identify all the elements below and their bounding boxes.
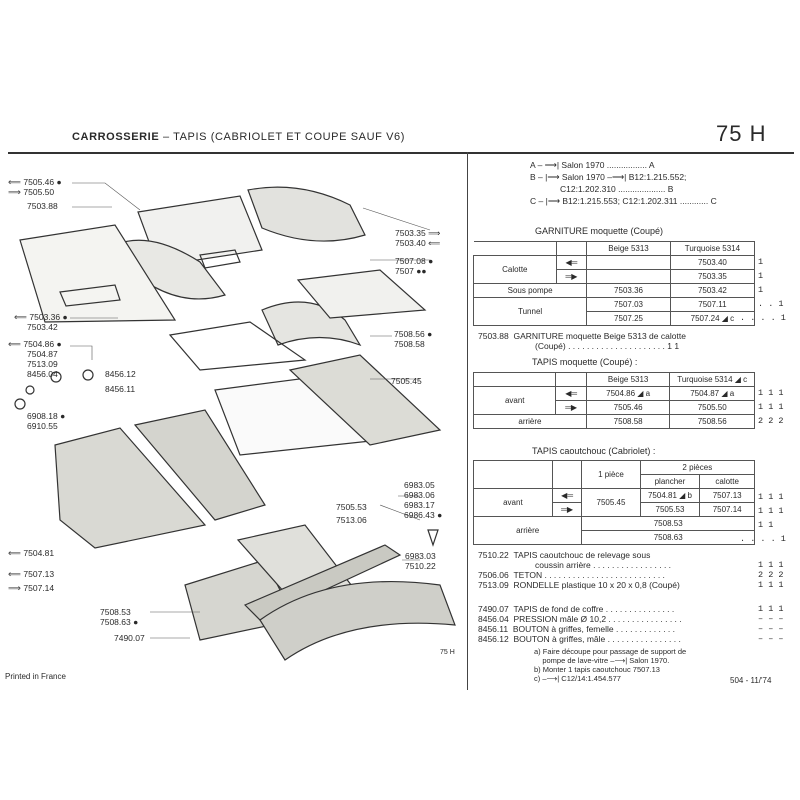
quantity: 1 1: [758, 520, 774, 530]
part-ref: 7503.40: [670, 256, 754, 270]
column-header: calotte: [700, 475, 755, 489]
quantity: 1 1 1: [758, 492, 784, 502]
page-code: 75 H: [716, 121, 767, 146]
part-line: 8456.04 PRESSION mâle Ø 10,2 . . . . . . . . . . . . . . . .: [478, 614, 682, 624]
section-title: TAPIS caoutchouc (Cabriolet) :: [532, 446, 656, 456]
diagram-label: 7510.22: [405, 561, 436, 571]
diagram-label: 7508.63 ●: [100, 617, 139, 627]
part-line: 7506.06 TETON . . . . . . . . . . . . . . . . . . . . . . . . . .: [478, 570, 665, 580]
column-header: Turquoise 5314: [670, 242, 754, 256]
column-header: Beige 5313: [586, 373, 670, 387]
part-ref: 7504.87 ◢ a: [670, 387, 755, 401]
diagram-label: 7507.08 ●: [395, 256, 434, 266]
part-ref: 7507.03: [587, 298, 671, 312]
diagram-label: 7507.13: [23, 569, 55, 579]
quantity: – – –: [758, 624, 784, 634]
section-title: GARNITURE moquette (Coupé): [535, 226, 664, 236]
note: pompe de lave-vitre –⟶| Salon 1970.: [534, 656, 670, 665]
diagram-label: 6983.05: [404, 480, 435, 490]
part-ref: 7508.53: [582, 517, 755, 531]
diagram-label: 8456.04: [27, 369, 58, 379]
quantity: 1 1 1: [758, 402, 784, 412]
part-ref: 7508.63: [582, 531, 755, 545]
arrow-left-icon: ⟸: [8, 177, 24, 187]
diagram-label: 7505.53: [336, 502, 367, 512]
quantity: 1: [758, 285, 764, 295]
quantity: 1 1 1: [758, 388, 784, 398]
part-line-cont: (Coupé) . . . . . . . . . . . . . . . . . . . . . 1 1: [535, 341, 680, 351]
part-ref: 7504.81 ◢ b: [640, 489, 700, 503]
footer-right: 504 - 11/'74: [730, 676, 772, 685]
quantity: 1 1 1: [758, 506, 784, 516]
row-label: arrière: [474, 517, 582, 545]
part-ref: 7507.11: [670, 298, 754, 312]
arrow-right-icon: ⟹: [8, 187, 24, 197]
part-ref: 7507.24 ◢ c: [670, 312, 754, 326]
part-ref: 7508.58: [586, 415, 670, 429]
row-label: avant: [474, 489, 553, 517]
part-line: 8456.11 BOUTON à griffes, femelle . . . . . . . . . . . . .: [478, 624, 676, 634]
diagram-label: 6983.06: [404, 490, 435, 500]
column-header: Beige 5313: [587, 242, 671, 256]
diagram-label: 7508.53: [100, 607, 131, 617]
diagram-label: 7507.14: [23, 583, 55, 593]
arrow-left-icon: ⟸: [8, 569, 24, 579]
part-ref: 7503.36: [587, 284, 671, 298]
diagram-label: 7503.42: [27, 322, 58, 332]
quantity: 2 2 2: [758, 570, 784, 580]
garniture-table: [473, 241, 755, 326]
diagram-label: 7505.46 ●: [23, 177, 62, 187]
footer-left: Printed in France: [5, 672, 66, 681]
legend-b-cont: C12:1.202.310 .................... B: [560, 184, 674, 194]
diagram-label: 7504.81: [23, 548, 55, 558]
diagram-label: 7503.35 ⟹: [395, 228, 441, 238]
note: c) –⟶| C12/14:1.454.577: [534, 674, 621, 683]
diagram-label: 75 H: [440, 649, 455, 656]
legend-c: C – |⟶ B12:1.215.553; C12:1.202.311 ............ C: [530, 196, 717, 206]
diagram-label: 7505.45: [391, 376, 422, 386]
part-ref: 7507.14: [700, 503, 755, 517]
quantity: . . . . 1: [740, 534, 786, 544]
quantity: – – –: [758, 634, 784, 644]
tapis-moquette-table: [473, 372, 755, 429]
quantity: 1 1 1: [758, 560, 784, 570]
diagram-label: 7507 ●●: [395, 266, 427, 276]
arrow-left-icon: ◀═: [556, 256, 587, 270]
quantity: . . 1: [758, 299, 784, 309]
quantity: – – –: [758, 614, 784, 624]
diagram-label: 7503.36 ●: [29, 312, 68, 322]
quantity: 1: [758, 271, 764, 281]
diagram-label: 7508.56 ●: [394, 329, 433, 339]
part-ref: 7505.45: [582, 489, 640, 517]
quantity: 1 1 1: [758, 604, 784, 614]
part-ref: 7505.53: [640, 503, 700, 517]
row-label: Tunnel: [474, 298, 587, 326]
diagram-label: 6983.03: [405, 551, 436, 561]
diagram-label: 6983.17: [404, 500, 435, 510]
row-label: Calotte: [474, 256, 557, 284]
title-main: CARROSSERIE: [72, 131, 160, 143]
arrow-right-icon: ═▶: [552, 503, 582, 517]
arrow-left-icon: ⟸: [14, 312, 30, 322]
arrow-right-icon: ⟹: [8, 583, 24, 593]
diagram-label: 7504.87: [27, 349, 58, 359]
part-ref: 7503.35: [670, 270, 754, 284]
quantity: 1: [758, 257, 764, 267]
part-ref: 7507.25: [587, 312, 671, 326]
column-header: 1 pièce: [582, 461, 640, 489]
diagram-label: 8456.11: [105, 384, 136, 394]
arrow-left-icon: ⟸: [8, 548, 24, 558]
diagram-label: 6908.18 ●: [27, 411, 66, 421]
part-ref: 7505.46: [586, 401, 670, 415]
column-header: 2 pièces: [640, 461, 754, 475]
diagram-label: 7504.86 ●: [23, 339, 62, 349]
diagram-label: 6910.55: [27, 421, 58, 431]
arrow-left-icon: ⟸: [8, 339, 24, 349]
part-ref: 7503.42: [670, 284, 754, 298]
legend-a: A – ⟶| Salon 1970 ................. A: [530, 160, 655, 170]
part-line: 8456.12 BOUTON à griffes, mâle . . . . . . . . . . . . . . . .: [478, 634, 681, 644]
part-line: 7490.07 TAPIS de fond de coffre . . . . . . . . . . . . . . .: [478, 604, 675, 614]
part-ref: 7508.56: [670, 415, 755, 429]
note: a) Faire découpe pour passage de support de: [534, 647, 687, 656]
quantity: 1 1 1: [758, 580, 784, 590]
quantity: 2 2 2: [758, 416, 784, 426]
row-label: arrière: [474, 415, 587, 429]
diagram-label: 6986.43 ●: [404, 510, 443, 520]
column-header: plancher: [640, 475, 700, 489]
arrow-right-icon: ═▶: [556, 401, 586, 415]
part-line-cont: coussin arrière . . . . . . . . . . . . . . . . .: [535, 560, 672, 570]
row-label: avant: [474, 387, 556, 415]
quantity: . . . . 1: [740, 313, 786, 323]
diagram-label: 7505.50: [23, 187, 55, 197]
diagram-label: 7513.06: [336, 515, 367, 525]
part-line: 7510.22 TAPIS caoutchouc de relevage sous: [478, 550, 651, 560]
part-ref: 7504.86 ◢ a: [586, 387, 670, 401]
diagram-label: 7508.58: [394, 339, 425, 349]
part-line: 7503.88 GARNITURE moquette Beige 5313 de calotte: [478, 331, 686, 341]
column-header: Turquoise 5314 ◢ c: [670, 373, 755, 387]
row-label: Sous pompe: [474, 284, 587, 298]
note: b) Monter 1 tapis caoutchouc 7507.13: [534, 665, 660, 674]
part-ref: 7507.13: [700, 489, 755, 503]
arrow-right-icon: ═▶: [556, 270, 587, 284]
diagram-label: 7503.40 ⟸: [395, 238, 441, 248]
diagram-label: 7490.07: [114, 633, 145, 643]
tapis-caoutchouc-table: [473, 460, 755, 545]
diagram-label: 8456.12: [105, 369, 136, 379]
legend-b: B – |⟶ Salon 1970 –⟶| B12:1.215.552;: [530, 172, 687, 182]
part-line: 7513.09 RONDELLE plastique 10 x 20 x 0,8 (Coupé): [478, 580, 680, 590]
part-ref: 7505.50: [670, 401, 755, 415]
arrow-left-icon: ◀═: [552, 489, 582, 503]
section-title: TAPIS moquette (Coupé) :: [532, 357, 638, 367]
title-sub: – TAPIS (CABRIOLET ET COUPE SAUF V6): [162, 131, 406, 143]
diagram-label: 7503.88: [27, 201, 58, 211]
arrow-left-icon: ◀═: [556, 387, 586, 401]
diagram-label: 7513.09: [27, 359, 58, 369]
